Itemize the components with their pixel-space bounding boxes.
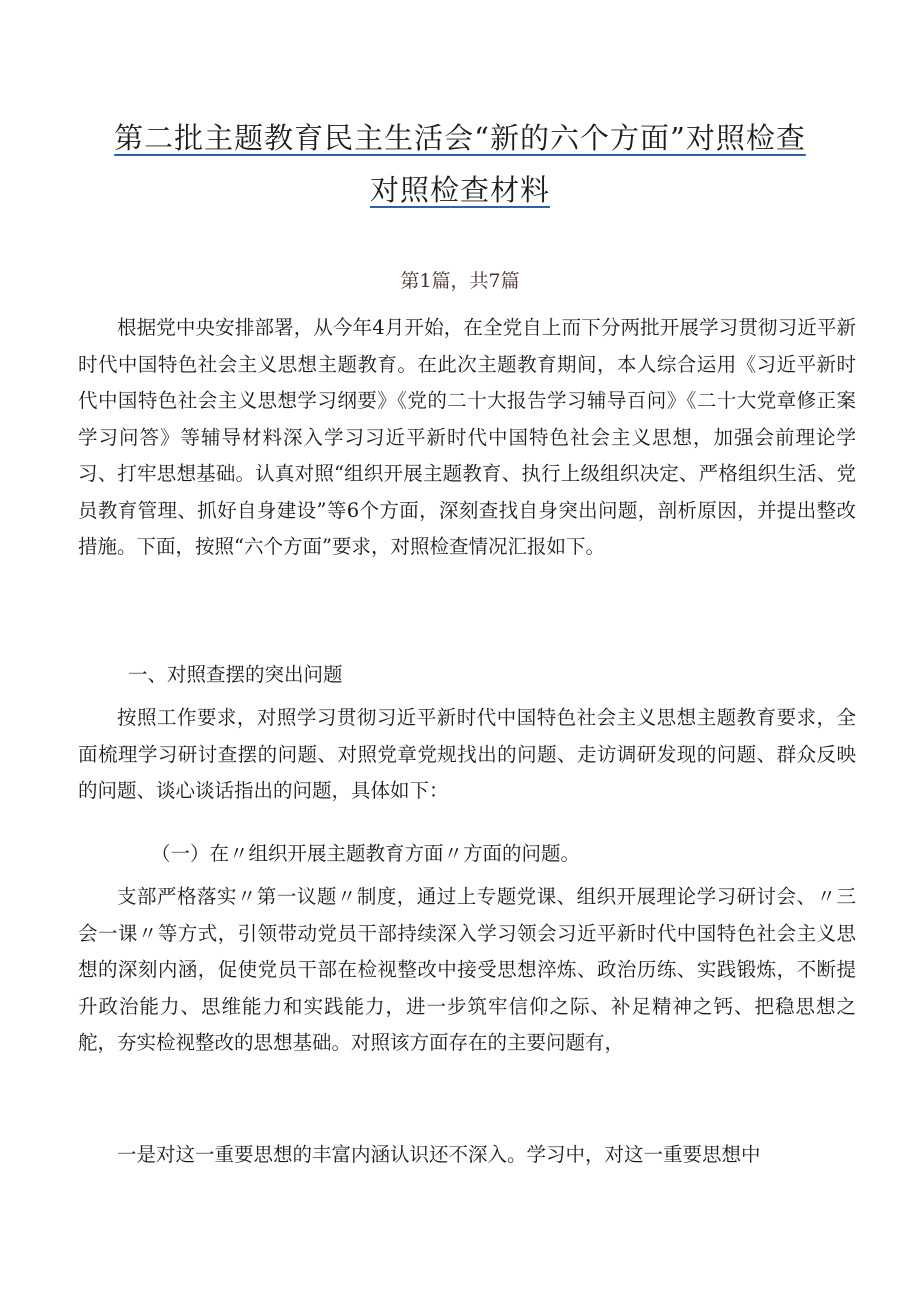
intro-paragraph: 根据党中央安排部署，从今年4月开始，在全党自上而下分两批开展学习贯彻习近平新时代中国特色社会主义思想主题教育。在此次主题教育期间，本人综合运用《习近平新时代中国特色社会主义思想学习纲要》《党的二十大报告学习辅导百问》《二十大党章修正案学习问答》等辅导材料深入学习习近平新时代中国特色社会主义思想，加强会前理论学习、打牢思想基础。认真对照“组织开展主题教育、执行上级组织决定、严格组织生活、党员教育管理、抓好自身建设”等6个方面，深刻查找自身突出问题，剖析原因，并提出整改措施。下面，按照“六个方面”要求，对照检查情况汇报如下。 <box>78 316 856 558</box>
part-label: 第1篇，共7篇 <box>400 270 520 292</box>
subsection-heading-1: （一）在〃组织开展主题教育方面〃方面的问题。 <box>151 842 581 865</box>
section-paragraph-1: 按照工作要求，对照学习贯彻习近平新时代中国特色社会主义思想主题教育要求，全面梳理学习研讨查摆的问题、对照党章党规找出的问题、走访调研发现的问题、群众反映的问题、谈心谈话指出的问题，具体如下： <box>78 706 856 802</box>
document-title-line-2 <box>0 168 920 209</box>
title-text-1: 第二批主题教育民主生活会“新的六个方面”对照检查 <box>114 121 806 155</box>
title-text-2: 对照检查材料 <box>369 173 550 207</box>
point-paragraph-1: 一是对这一重要思想的丰富内涵认识还不深入。学习中，对这一重要思想中 <box>117 1143 761 1166</box>
document-title-line-1 <box>0 116 920 157</box>
section-heading-1: 一、对照查摆的突出问题 <box>128 663 343 686</box>
section-paragraph-2: 支部严格落实〃第一议题〃制度，通过上专题党课、组织开展理论学习研讨会、〃三会一课〃等方式，引领带动党员干部持续深入学习领会习近平新时代中国特色社会主义思想的深刻内涵，促使党员干部在检视整改中接受思想淬炼、政治历练、实践锻炼，不断提升政治能力、思维能力和实践能力，进一步筑牢信仰之际、补足精神之钙、把稳思想之舵，夯实检视整改的思想基础。对照该方面存在的主要问题有， <box>78 885 856 1054</box>
